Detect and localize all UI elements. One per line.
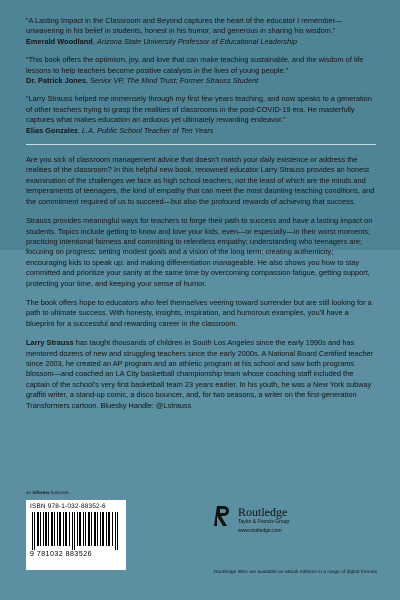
ebook-availability-note: Routledge titles are available as eBook editions in a range of digital formats bbox=[214, 570, 378, 575]
publisher-name: Routledge bbox=[238, 505, 288, 519]
quote-text: “Larry Strauss helped me immensely through my first few years teaching, and now speaks to a generation of other teachers trying to grasp the realities of classrooms in the post-COVID-19 era. He masterfully captures what makes education an arduous yet ultimately rewarding endeavor.” bbox=[26, 94, 372, 125]
informa-business-mark bbox=[26, 490, 69, 495]
endorsement-quote bbox=[26, 16, 376, 47]
quote-author: Elias Gonzalez bbox=[26, 125, 78, 135]
back-cover-text bbox=[26, 16, 376, 420]
quote-attribution: Dr. Patrick Jones, Senior VP, The Mind Trust; Former Strauss Student bbox=[26, 76, 259, 86]
publisher-logo bbox=[214, 504, 364, 544]
isbn-barcode-box bbox=[26, 500, 126, 570]
quote-text: “This book offers the optimism, joy, and love that can make teaching sustainable, and the wisdom of life lessons to help teachers become positive catalysts in the lives of young people.” bbox=[26, 55, 364, 75]
isbn-label: ISBN 978-1-032-88352-6 bbox=[30, 503, 106, 510]
quote-text: “A Lasting Impact in the Classroom and Beyond captures the heart of the educator I remember—unwavering in his belief in students, honest in his humor, and generous in sharing his wisdom.” bbox=[26, 16, 343, 36]
quote-author: Dr. Patrick Jones bbox=[26, 76, 86, 86]
author-bio bbox=[26, 338, 376, 411]
barcode-icon bbox=[30, 512, 122, 550]
section-divider bbox=[26, 144, 376, 145]
endorsement-quote bbox=[26, 55, 376, 86]
routledge-r-icon bbox=[214, 504, 234, 528]
informa-suffix: business bbox=[49, 490, 69, 495]
endorsement-quote bbox=[26, 94, 376, 136]
description-paragraph: Strauss provides meaningful ways for teachers to forge their path to success and have a lasting impact on students. Topics include getting to know and love your kids, even—or especially—in their worst moments; practicing intentional fairness and committing to relentless empathy; understanding who teenagers are; focusing on progress; setting modest goals and a vision of the long term; creating authenticity; encouraging kids to speak up; and making differentiation manageable. He also shows you how to stay committed and prioritize your sanity at the same time by overcoming compassion fatigue, getting support, protecting your time, and keeping your sense of humor. bbox=[26, 216, 373, 288]
publisher-group: Taylor & Francis Group bbox=[238, 519, 290, 525]
informa-brand: informa bbox=[32, 490, 50, 495]
quote-author-role: Senior VP, The Mind Trust; Former Strauss Student bbox=[90, 76, 259, 86]
quote-author-role: Arizona State University Professor of Educational Leadership bbox=[96, 36, 297, 46]
description-paragraph: Are you sick of classroom management advice that doesn’t match your daily existence or address the realities of the classroom? In this helpful new book, renowned educator Larry Strauss provides an honest examination of the challenges we face as high school teachers, not the least of which are the minds and temperaments of teenagers, the kind of empathy that can meet the most daunting teaching conditions, and the commitment required of us to succeed—but also the profound rewards of achieving that success. bbox=[26, 155, 375, 206]
description-paragraph: The book offers hope to educators who feel themselves veering toward surrender but are still looking for a path to ultimate success. With honesty, insights, inspiration, and humorous examples, you’ll have a blueprint for a successful and rewarding career in the classroom. bbox=[26, 297, 372, 328]
informa-prefix: an bbox=[26, 490, 33, 495]
barcode-digits: 9 781032 883526 bbox=[30, 551, 92, 558]
author-bio-text: has taught thousands of children in South Los Angeles since the early 1990s and has mentored dozens of new and struggling teachers since the early 2000s. A National Board Certified teacher since 2003, he created an AP program and an athletic program at his school and saw both programs blossom—and coached an LA City basketball championship team whose coaching staff included the captain of the school’s very first basketball team 23 years earlier. In his youth, he was a New York subway graffiti writer, a stand-up comic, a disco bouncer, and, for two seasons, a writer on the first-generation Transformers cartoon. Bluesky Handle: @Lstrauss bbox=[26, 338, 374, 410]
author-name: Larry Strauss bbox=[26, 338, 74, 348]
publisher-url: www.routledge.com bbox=[238, 528, 282, 534]
quote-attribution: Elias Gonzalez, L.A. Public School Teacher of Ten Years bbox=[26, 125, 214, 135]
quote-author-role: L.A. Public School Teacher of Ten Years bbox=[81, 125, 214, 135]
back-cover-footer bbox=[26, 490, 376, 590]
quote-attribution: Emerald Woodland, Arizona State University Professor of Educational Leadership bbox=[26, 36, 297, 46]
quote-author: Emerald Woodland bbox=[26, 36, 93, 46]
